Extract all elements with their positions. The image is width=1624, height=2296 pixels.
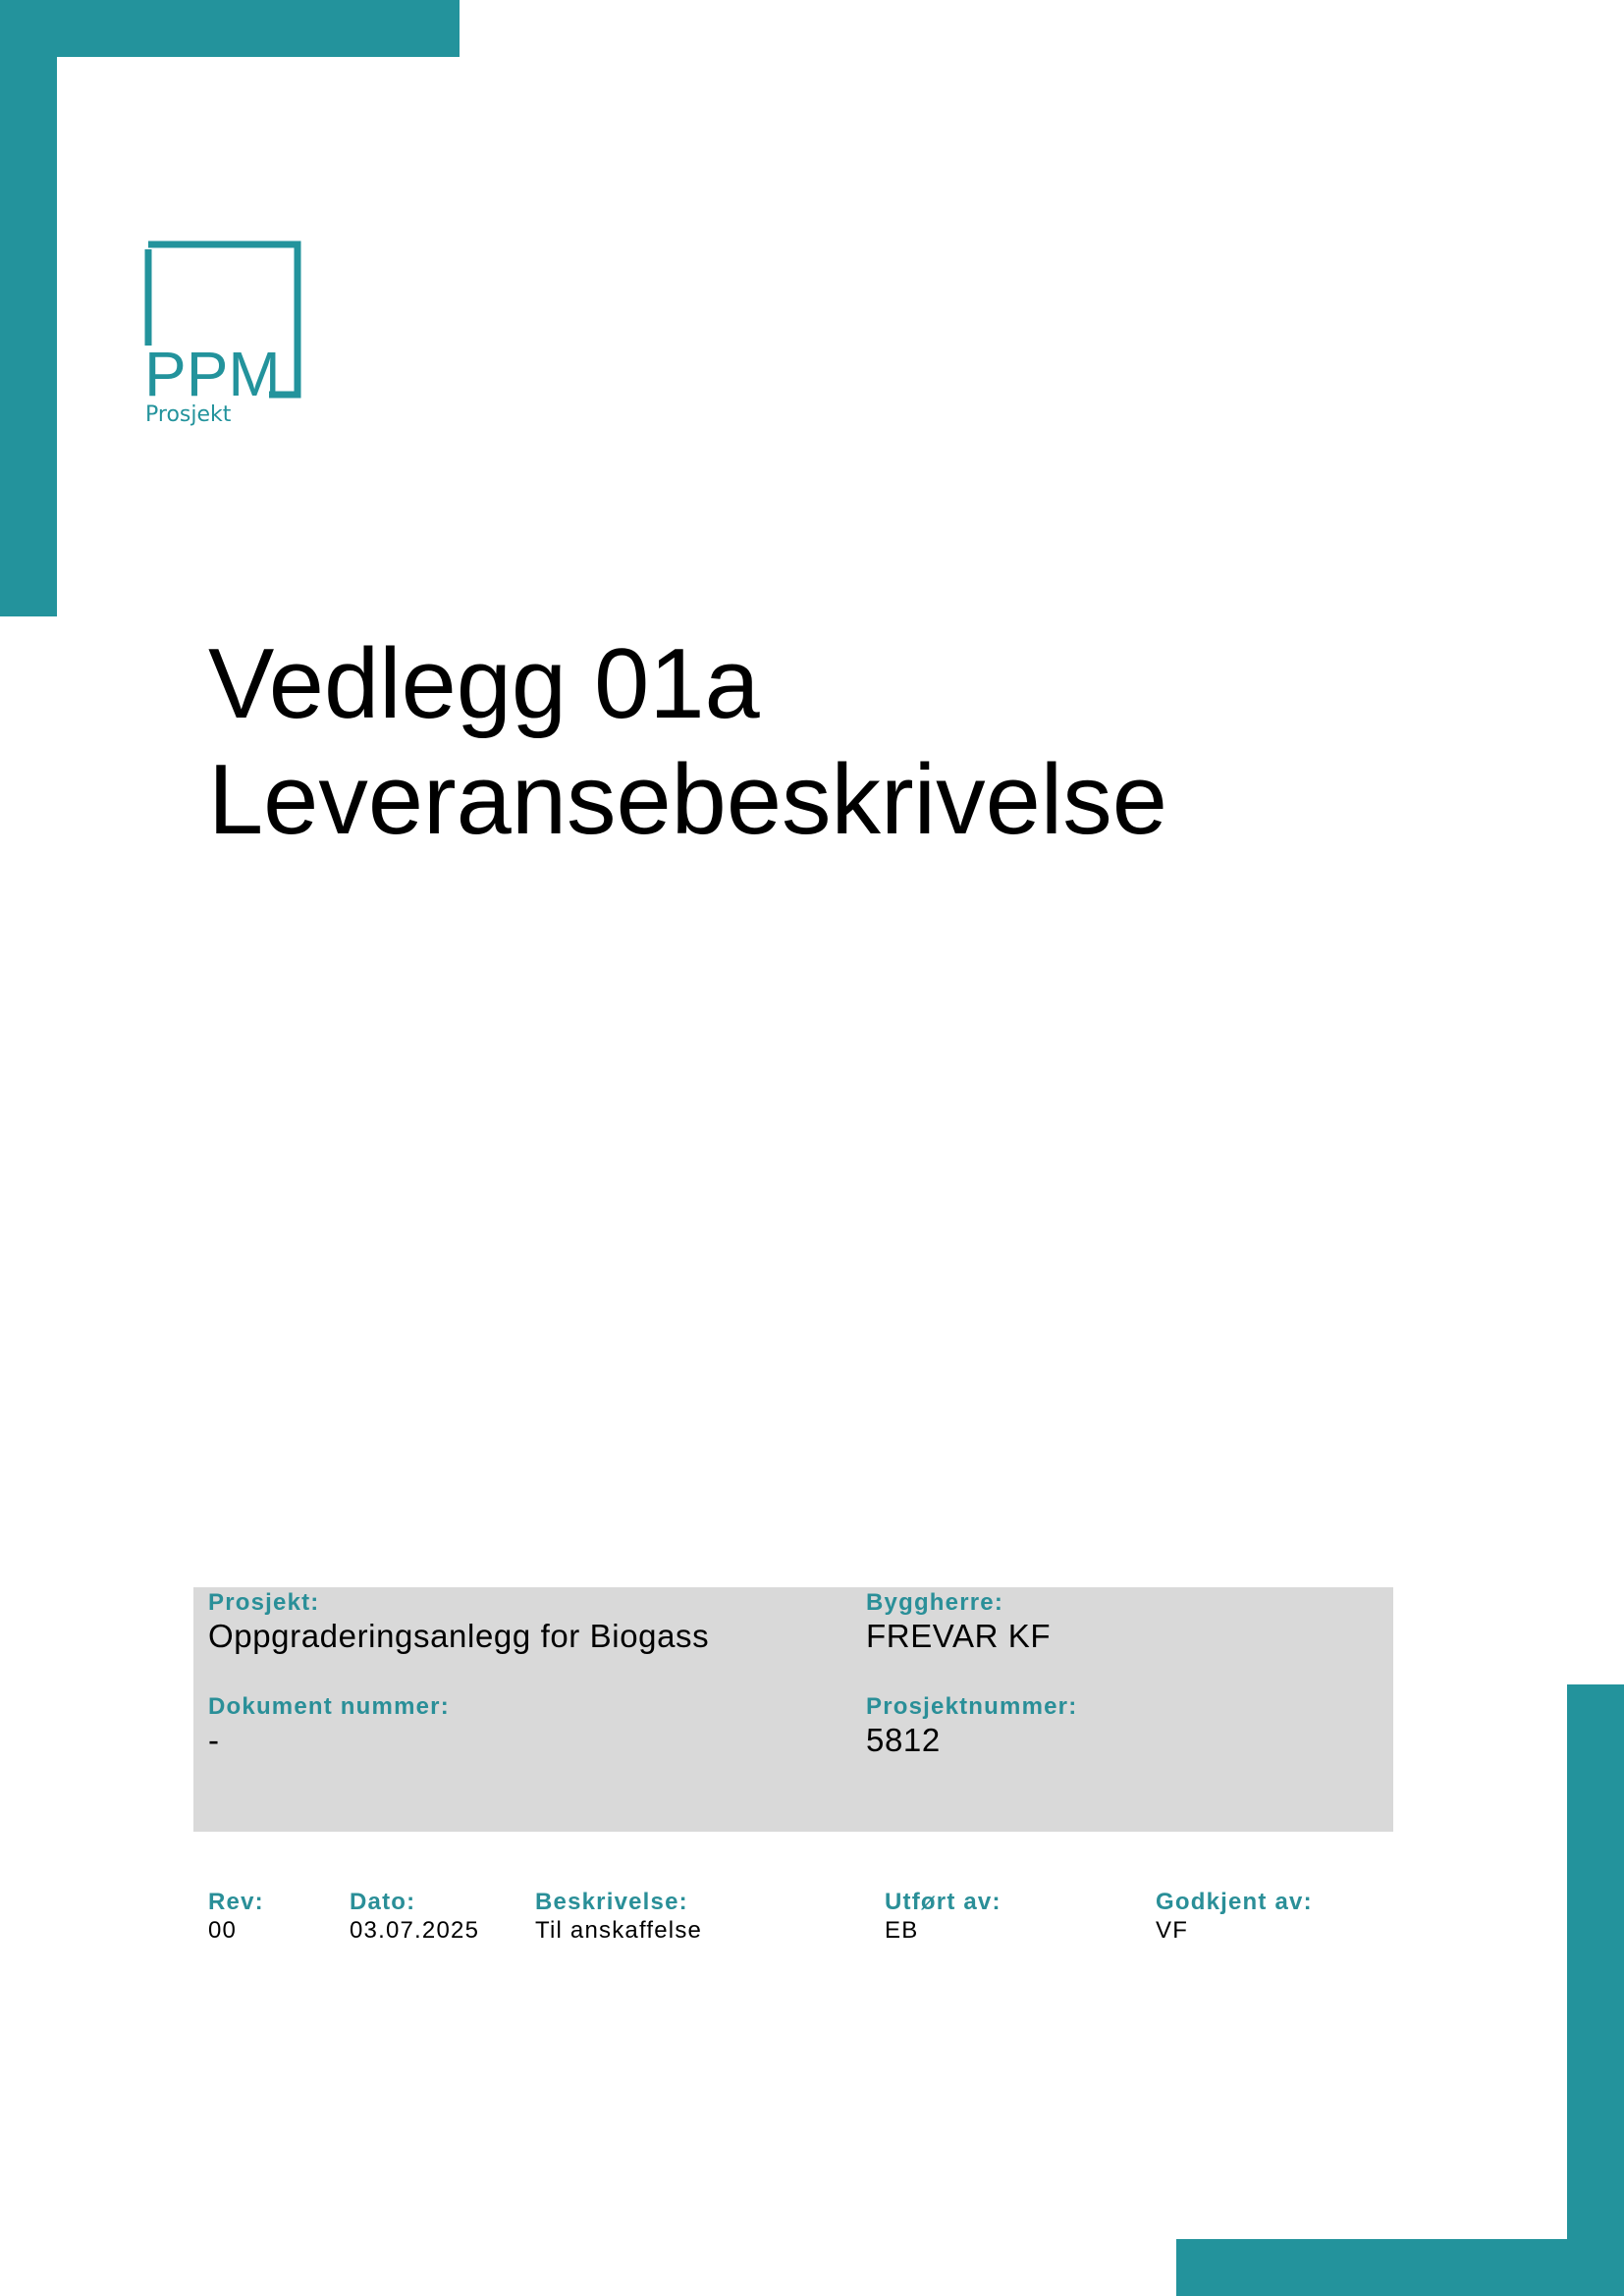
godkjent-av-value: VF: [1156, 1917, 1189, 1944]
rev-column: [208, 1889, 264, 1946]
dokument-nummer-field: [208, 1693, 450, 1760]
dokument-nummer-label: Dokument nummer:: [208, 1693, 450, 1720]
logo-main-text: PPM: [144, 339, 281, 409]
prosjekt-value: Oppgraderingsanlegg for Biogass: [208, 1618, 710, 1654]
ppm-prosjekt-logo: [143, 240, 302, 426]
dato-value: 03.07.2025: [350, 1917, 480, 1944]
document-title-line1: Vedlegg 01a: [208, 629, 760, 739]
byggherre-field: [866, 1589, 1051, 1656]
logo-sub-text: Prosjekt: [145, 402, 232, 426]
byggherre-value: FREVAR KF: [866, 1618, 1052, 1654]
decorative-bar-bottom-horizontal: [1176, 2239, 1624, 2296]
rev-label: Rev:: [208, 1889, 264, 1915]
beskrivelse-label: Beskrivelse:: [535, 1889, 688, 1915]
prosjektnummer-field: [866, 1693, 1077, 1760]
prosjekt-label: Prosjekt:: [208, 1589, 320, 1616]
utfort-av-label: Utført av:: [885, 1889, 1001, 1915]
godkjent-av-label: Godkjent av:: [1156, 1889, 1313, 1915]
byggherre-label: Byggherre:: [866, 1589, 1004, 1616]
beskrivelse-value: Til anskaffelse: [535, 1917, 703, 1944]
document-title-line2: Leveransebeskrivelse: [208, 745, 1167, 855]
decorative-bar-bottom-vertical: [1567, 1684, 1624, 2296]
dato-column: [350, 1889, 479, 1946]
document-title: [208, 626, 1167, 858]
godkjent-av-column: [1156, 1889, 1313, 1946]
revision-table: [0, 1889, 1624, 1951]
decorative-bar-top-horizontal: [0, 0, 460, 57]
beskrivelse-column: [535, 1889, 702, 1946]
project-info-box: [193, 1587, 1393, 1832]
prosjektnummer-value: 5812: [866, 1722, 941, 1758]
utfort-av-value: EB: [885, 1917, 919, 1944]
decorative-bar-top-vertical: [0, 0, 57, 616]
prosjekt-field: [208, 1589, 709, 1656]
rev-value: 00: [208, 1917, 238, 1944]
dokument-nummer-value: -: [208, 1722, 220, 1758]
prosjektnummer-label: Prosjektnummer:: [866, 1693, 1078, 1720]
utfort-av-column: [885, 1889, 1001, 1946]
dato-label: Dato:: [350, 1889, 416, 1915]
